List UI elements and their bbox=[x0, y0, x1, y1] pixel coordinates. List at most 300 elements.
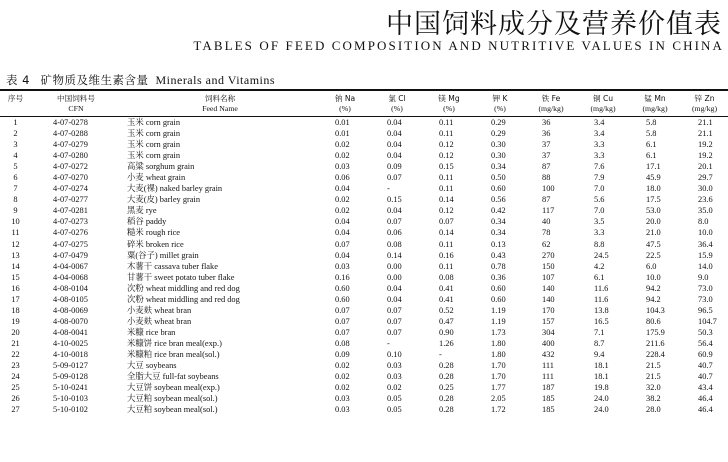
table-row bbox=[0, 227, 728, 238]
cell-na: 0.04 bbox=[335, 217, 350, 227]
cell-na: 0.01 bbox=[335, 129, 350, 139]
cell-cl: 0.04 bbox=[387, 129, 402, 139]
cell-name: 米糠饼 rice bran meal(exp.) bbox=[127, 338, 222, 348]
cell-zn: 19.2 bbox=[698, 151, 713, 161]
column-header-no bbox=[0, 92, 31, 117]
table-row bbox=[0, 128, 728, 139]
cell-mg: 0.28 bbox=[439, 405, 454, 415]
cell-cu: 8.8 bbox=[594, 239, 605, 249]
cell-cfn: 4-04-0067 bbox=[53, 261, 88, 271]
cell-name: 米糠粕 rice bran meal(sol.) bbox=[127, 350, 220, 359]
cell-cfn: 5-09-0127 bbox=[53, 361, 88, 371]
cell-fe: 107 bbox=[542, 272, 555, 282]
table-row bbox=[0, 294, 728, 305]
cell-k: 1.77 bbox=[491, 383, 506, 393]
cell-name: 玉米 corn grain bbox=[127, 140, 181, 150]
cell-fe: 140 bbox=[542, 294, 555, 304]
cell-zn: 9.0 bbox=[698, 272, 709, 282]
cell-cl: 0.00 bbox=[387, 272, 402, 282]
column-header-label: 镁 Mg bbox=[438, 94, 460, 103]
table-row bbox=[0, 239, 728, 250]
table-row bbox=[0, 150, 728, 161]
cell-cfn: 4-10-0018 bbox=[53, 350, 88, 359]
cell-zn: 10.0 bbox=[698, 228, 713, 238]
column-header-label: 氯 Cl bbox=[388, 94, 406, 103]
cell-na: 0.07 bbox=[335, 316, 350, 326]
page-title-english: TABLES OF FEED COMPOSITION AND NUTRITIVE VALUES IN CHINA bbox=[193, 38, 724, 53]
cell-na: 0.60 bbox=[335, 283, 350, 293]
cell-fe: 432 bbox=[542, 350, 555, 359]
cell-k: 1.19 bbox=[491, 305, 506, 315]
cell-no: 23 bbox=[11, 361, 20, 371]
cell-cl: 0.07 bbox=[387, 316, 402, 326]
cell-fe: 37 bbox=[542, 140, 551, 150]
cell-no: 15 bbox=[11, 272, 20, 282]
cell-cfn: 4-04-0068 bbox=[53, 272, 88, 282]
cell-mg: 0.14 bbox=[439, 195, 454, 205]
column-header-mn bbox=[629, 92, 681, 117]
cell-cfn: 4-07-0274 bbox=[53, 184, 88, 194]
cell-name: 次粉 wheat middling and red dog bbox=[127, 294, 240, 304]
cell-zn: 21.1 bbox=[698, 118, 713, 128]
cell-na: 0.07 bbox=[335, 327, 350, 337]
cell-mg: 0.28 bbox=[439, 372, 454, 382]
cell-mg: 0.11 bbox=[439, 184, 454, 194]
cell-k: 0.29 bbox=[491, 129, 506, 139]
cell-na: 0.02 bbox=[335, 361, 350, 371]
cell-name: 玉米 corn grain bbox=[127, 118, 181, 128]
cell-mn: 17.1 bbox=[646, 162, 661, 172]
cell-mg: 1.26 bbox=[439, 338, 454, 348]
cell-name: 次粉 wheat middling and red dog bbox=[127, 283, 240, 293]
cell-no: 22 bbox=[11, 350, 20, 359]
cell-cfn: 4-08-0105 bbox=[53, 294, 88, 304]
cell-cl: - bbox=[387, 184, 390, 194]
cell-name: 大豆 soybeans bbox=[127, 361, 177, 371]
cell-mn: 28.0 bbox=[646, 405, 661, 415]
column-header-unit: (%) bbox=[391, 103, 403, 113]
cell-cu: 7.1 bbox=[594, 327, 605, 337]
cell-name: 粟(谷子) millet grain bbox=[127, 250, 199, 260]
cell-mn: 20.0 bbox=[646, 217, 661, 227]
cell-no: 2 bbox=[13, 129, 18, 139]
cell-no: 9 bbox=[13, 206, 18, 216]
cell-na: 0.06 bbox=[335, 173, 350, 183]
cell-fe: 185 bbox=[542, 405, 555, 415]
cell-mg: 0.07 bbox=[439, 217, 454, 227]
cell-cu: 18.1 bbox=[594, 361, 609, 371]
cell-zn: 36.4 bbox=[698, 239, 713, 249]
cell-no: 13 bbox=[11, 250, 20, 260]
cell-no: 6 bbox=[13, 173, 18, 183]
column-header-unit: (%) bbox=[494, 103, 506, 113]
column-header-fe bbox=[525, 92, 577, 117]
cell-zn: 40.7 bbox=[698, 361, 713, 371]
cell-fe: 111 bbox=[542, 361, 554, 371]
cell-na: 0.04 bbox=[335, 228, 350, 238]
cell-mn: 53.0 bbox=[646, 206, 661, 216]
cell-no: 5 bbox=[13, 162, 18, 172]
column-header-label: 中国饲料号 bbox=[57, 94, 95, 103]
cell-mg: 0.14 bbox=[439, 228, 454, 238]
cell-mg: 0.11 bbox=[439, 129, 454, 139]
cell-no: 26 bbox=[11, 394, 20, 404]
cell-cl: 0.02 bbox=[387, 383, 402, 393]
cell-mn: 17.5 bbox=[646, 195, 661, 205]
cell-cfn: 4-08-0104 bbox=[53, 283, 88, 293]
cell-cu: 3.3 bbox=[594, 151, 605, 161]
column-header-unit: (%) bbox=[339, 103, 351, 113]
cell-cl: 0.06 bbox=[387, 228, 402, 238]
table-row bbox=[0, 404, 728, 415]
cell-mg: 0.90 bbox=[439, 327, 454, 337]
cell-k: 1.19 bbox=[491, 316, 506, 326]
table-row bbox=[0, 183, 728, 194]
cell-cu: 9.4 bbox=[594, 350, 605, 359]
cell-no: 27 bbox=[11, 405, 20, 415]
cell-fe: 111 bbox=[542, 372, 554, 382]
column-header-unit: Feed Name bbox=[202, 103, 238, 113]
cell-k: 0.60 bbox=[491, 184, 506, 194]
table-row bbox=[0, 338, 728, 349]
table-number: 表 4 bbox=[6, 73, 30, 87]
cell-mg: 0.47 bbox=[439, 316, 454, 326]
cell-cu: 3.3 bbox=[594, 228, 605, 238]
cell-mg: 0.25 bbox=[439, 383, 454, 393]
cell-cl: 0.07 bbox=[387, 305, 402, 315]
cell-fe: 270 bbox=[542, 250, 555, 260]
column-header-mg bbox=[423, 92, 475, 117]
cell-cl: 0.04 bbox=[387, 151, 402, 161]
cell-cl: 0.09 bbox=[387, 162, 402, 172]
cell-k: 0.78 bbox=[491, 261, 506, 271]
column-header-unit: (mg/kg) bbox=[691, 103, 718, 113]
table-header-row bbox=[0, 92, 728, 117]
cell-zn: 20.1 bbox=[698, 162, 713, 172]
cell-no: 16 bbox=[11, 283, 20, 293]
cell-cl: 0.08 bbox=[387, 239, 402, 249]
table-row bbox=[0, 205, 728, 216]
cell-no: 24 bbox=[11, 372, 20, 382]
cell-cl: 0.04 bbox=[387, 206, 402, 216]
cell-k: 0.34 bbox=[491, 217, 506, 227]
cell-zn: 40.7 bbox=[698, 372, 713, 382]
cell-cl: 0.10 bbox=[387, 350, 402, 359]
cell-no: 21 bbox=[11, 338, 20, 348]
table-row bbox=[0, 305, 728, 316]
cell-fe: 170 bbox=[542, 305, 555, 315]
cell-mn: 104.3 bbox=[646, 305, 665, 315]
cell-cfn: 4-07-0280 bbox=[53, 151, 88, 161]
cell-cfn: 4-07-0479 bbox=[53, 250, 88, 260]
cell-name: 玉米 corn grain bbox=[127, 151, 181, 161]
cell-no: 11 bbox=[11, 228, 20, 238]
cell-na: 0.02 bbox=[335, 195, 350, 205]
cell-zn: 46.4 bbox=[698, 405, 713, 415]
cell-no: 18 bbox=[11, 305, 20, 315]
cell-mn: 5.8 bbox=[646, 118, 657, 128]
cell-fe: 157 bbox=[542, 316, 555, 326]
page-title-chinese: 中国饲料成分及营养价值表 bbox=[386, 9, 722, 40]
cell-mn: 6.1 bbox=[646, 151, 657, 161]
cell-cfn: 4-07-0279 bbox=[53, 140, 88, 150]
cell-no: 20 bbox=[11, 327, 20, 337]
cell-fe: 78 bbox=[542, 228, 551, 238]
cell-no: 4 bbox=[13, 151, 18, 161]
cell-fe: 140 bbox=[542, 283, 555, 293]
minerals-table bbox=[0, 92, 728, 415]
column-header-label: 钾 K bbox=[492, 94, 508, 103]
column-header-zn bbox=[681, 92, 728, 117]
cell-cu: 19.8 bbox=[594, 383, 609, 393]
cell-zn: 30.0 bbox=[698, 184, 713, 194]
cell-na: 0.02 bbox=[335, 372, 350, 382]
cell-name: 高粱 sorghum grain bbox=[127, 162, 195, 172]
cell-zn: 60.9 bbox=[698, 350, 713, 359]
column-header-unit: (%) bbox=[443, 103, 455, 113]
cell-mn: 10.0 bbox=[646, 272, 661, 282]
cell-fe: 36 bbox=[542, 118, 551, 128]
cell-mn: 21.5 bbox=[646, 361, 661, 371]
cell-fe: 87 bbox=[542, 195, 551, 205]
cell-mn: 47.5 bbox=[646, 239, 661, 249]
cell-mn: 175.9 bbox=[646, 327, 665, 337]
table-row bbox=[0, 327, 728, 338]
table-row bbox=[0, 360, 728, 371]
cell-na: 0.03 bbox=[335, 162, 350, 172]
cell-k: 0.42 bbox=[491, 206, 506, 216]
cell-cu: 13.8 bbox=[594, 305, 609, 315]
cell-name: 大豆粕 soybean meal(sol.) bbox=[127, 394, 218, 404]
cell-cfn: 4-08-0041 bbox=[53, 327, 88, 337]
cell-name: 大麦(皮) barley grain bbox=[127, 195, 201, 205]
cell-na: 0.16 bbox=[335, 272, 350, 282]
cell-k: 0.43 bbox=[491, 250, 506, 260]
cell-cfn: 4-08-0069 bbox=[53, 305, 88, 315]
cell-cu: 7.6 bbox=[594, 162, 605, 172]
table-row bbox=[0, 393, 728, 404]
cell-cu: 24.0 bbox=[594, 405, 609, 415]
cell-k: 1.73 bbox=[491, 327, 506, 337]
table-row bbox=[0, 272, 728, 283]
cell-mn: 211.6 bbox=[646, 338, 665, 348]
cell-name: 小麦 wheat grain bbox=[127, 173, 186, 183]
cell-zn: 23.6 bbox=[698, 195, 713, 205]
cell-cfn: 5-09-0128 bbox=[53, 372, 88, 382]
cell-cl: 0.04 bbox=[387, 140, 402, 150]
column-header-unit: (mg/kg) bbox=[538, 103, 564, 113]
cell-mn: 5.8 bbox=[646, 129, 657, 139]
cell-mg: 0.11 bbox=[439, 261, 454, 271]
cell-cu: 7.9 bbox=[594, 173, 605, 183]
column-header-label: 锰 Mn bbox=[644, 94, 666, 103]
table-row bbox=[0, 371, 728, 382]
cell-name: 米糠 rice bran bbox=[127, 327, 176, 337]
table-caption bbox=[6, 72, 275, 88]
cell-mn: 6.0 bbox=[646, 261, 657, 271]
cell-na: 0.01 bbox=[335, 118, 350, 128]
cell-na: 0.03 bbox=[335, 261, 350, 271]
cell-zn: 35.0 bbox=[698, 206, 713, 216]
cell-cfn: 4-10-0025 bbox=[53, 338, 88, 348]
cell-fe: 400 bbox=[542, 338, 555, 348]
cell-k: 0.34 bbox=[491, 162, 506, 172]
cell-na: 0.08 bbox=[335, 338, 350, 348]
cell-cu: 7.0 bbox=[594, 206, 605, 216]
cell-k: 0.29 bbox=[491, 118, 506, 128]
column-header-label: 锌 Zn bbox=[694, 94, 715, 103]
cell-na: 0.02 bbox=[335, 383, 350, 393]
cell-cl: 0.04 bbox=[387, 118, 402, 128]
cell-fe: 185 bbox=[542, 394, 555, 404]
cell-cfn: 5-10-0241 bbox=[53, 383, 88, 393]
cell-cfn: 5-10-0102 bbox=[53, 405, 88, 415]
cell-cu: 11.6 bbox=[594, 283, 609, 293]
cell-cl: 0.05 bbox=[387, 405, 402, 415]
cell-cu: 3.4 bbox=[594, 129, 605, 139]
cell-mg: - bbox=[439, 350, 442, 359]
cell-na: 0.07 bbox=[335, 239, 350, 249]
cell-na: 0.03 bbox=[335, 394, 350, 404]
table-row bbox=[0, 216, 728, 227]
column-header-unit: (mg/kg) bbox=[642, 103, 668, 113]
top-rule bbox=[0, 89, 728, 91]
cell-mg: 0.11 bbox=[439, 239, 454, 249]
column-header-unit: (mg/kg) bbox=[590, 103, 616, 113]
cell-zn: 104.7 bbox=[698, 316, 717, 326]
cell-no: 7 bbox=[13, 184, 18, 194]
column-header-label: 铜 Cu bbox=[592, 94, 614, 103]
cell-cfn: 4-07-0273 bbox=[53, 217, 88, 227]
cell-fe: 187 bbox=[542, 383, 555, 393]
cell-cu: 4.2 bbox=[594, 261, 605, 271]
cell-fe: 88 bbox=[542, 173, 551, 183]
cell-zn: 96.5 bbox=[698, 305, 713, 315]
cell-zn: 46.4 bbox=[698, 394, 713, 404]
cell-cu: 3.3 bbox=[594, 140, 605, 150]
cell-zn: 29.7 bbox=[698, 173, 713, 183]
cell-cfn: 4-08-0070 bbox=[53, 316, 88, 326]
cell-cfn: 4-07-0278 bbox=[53, 118, 88, 128]
column-header-label: 序号 bbox=[7, 94, 24, 103]
cell-cl: - bbox=[387, 338, 390, 348]
cell-zn: 21.1 bbox=[698, 129, 713, 139]
cell-no: 17 bbox=[11, 294, 20, 304]
cell-k: 0.30 bbox=[491, 140, 506, 150]
column-header-label: 铁 Fe bbox=[541, 94, 561, 103]
cell-fe: 40 bbox=[542, 217, 551, 227]
cell-mn: 32.0 bbox=[646, 383, 661, 393]
cell-cl: 0.07 bbox=[387, 327, 402, 337]
cell-zn: 43.4 bbox=[698, 383, 713, 393]
column-header-k bbox=[475, 92, 525, 117]
table-row bbox=[0, 117, 728, 129]
cell-no: 25 bbox=[11, 383, 20, 393]
cell-zn: 73.0 bbox=[698, 294, 713, 304]
column-header-cl bbox=[371, 92, 423, 117]
cell-k: 0.36 bbox=[491, 272, 506, 282]
cell-na: 0.02 bbox=[335, 151, 350, 161]
cell-mn: 21.0 bbox=[646, 228, 661, 238]
cell-mn: 6.1 bbox=[646, 140, 657, 150]
cell-cfn: 4-07-0276 bbox=[53, 228, 88, 238]
cell-na: 0.03 bbox=[335, 405, 350, 415]
cell-fe: 62 bbox=[542, 239, 551, 249]
cell-mg: 0.11 bbox=[439, 173, 454, 183]
cell-mg: 0.15 bbox=[439, 162, 454, 172]
cell-no: 19 bbox=[11, 316, 20, 326]
cell-na: 0.02 bbox=[335, 206, 350, 216]
table-body bbox=[0, 117, 728, 416]
cell-mn: 21.5 bbox=[646, 372, 661, 382]
cell-cfn: 4-07-0272 bbox=[53, 162, 88, 172]
cell-mn: 94.2 bbox=[646, 283, 661, 293]
cell-k: 0.50 bbox=[491, 173, 506, 183]
cell-zn: 73.0 bbox=[698, 283, 713, 293]
cell-fe: 117 bbox=[542, 206, 555, 216]
cell-cfn: 4-07-0288 bbox=[53, 129, 88, 139]
column-header-na bbox=[319, 92, 371, 117]
cell-mg: 0.28 bbox=[439, 394, 454, 404]
cell-k: 0.13 bbox=[491, 239, 506, 249]
column-header-label: 饲料名称 bbox=[204, 94, 236, 103]
table-row bbox=[0, 250, 728, 261]
cell-mg: 0.11 bbox=[439, 118, 454, 128]
cell-fe: 150 bbox=[542, 261, 555, 271]
cell-fe: 87 bbox=[542, 162, 551, 172]
cell-zn: 19.2 bbox=[698, 140, 713, 150]
table-row bbox=[0, 316, 728, 327]
cell-k: 0.30 bbox=[491, 151, 506, 161]
cell-mg: 0.28 bbox=[439, 361, 454, 371]
cell-na: 0.60 bbox=[335, 294, 350, 304]
column-header-cu bbox=[577, 92, 629, 117]
cell-mn: 94.2 bbox=[646, 294, 661, 304]
cell-mn: 18.0 bbox=[646, 184, 661, 194]
column-header-name bbox=[121, 92, 319, 117]
cell-k: 0.34 bbox=[491, 228, 506, 238]
cell-na: 0.02 bbox=[335, 140, 350, 150]
cell-k: 1.70 bbox=[491, 372, 506, 382]
cell-mn: 38.2 bbox=[646, 394, 661, 404]
cell-cl: 0.03 bbox=[387, 361, 402, 371]
column-header-label: 钠 Na bbox=[334, 94, 356, 103]
cell-cfn: 4-07-0275 bbox=[53, 239, 88, 249]
cell-cl: 0.14 bbox=[387, 250, 402, 260]
cell-mn: 80.6 bbox=[646, 316, 661, 326]
table-title-english: Minerals and Vitamins bbox=[155, 73, 276, 87]
cell-cu: 8.7 bbox=[594, 338, 605, 348]
cell-cl: 0.07 bbox=[387, 173, 402, 183]
cell-k: 0.60 bbox=[491, 283, 506, 293]
table-row bbox=[0, 382, 728, 393]
cell-fe: 37 bbox=[542, 151, 551, 161]
cell-name: 糙米 rough rice bbox=[127, 228, 181, 238]
column-header-unit: CFN bbox=[68, 103, 84, 113]
cell-mn: 228.4 bbox=[646, 350, 665, 359]
cell-cl: 0.15 bbox=[387, 195, 402, 205]
cell-name: 小麦麸 wheat bran bbox=[127, 316, 192, 326]
cell-cu: 3.5 bbox=[594, 217, 605, 227]
column-header-cfn bbox=[31, 92, 121, 117]
cell-cu: 5.6 bbox=[594, 195, 605, 205]
cell-mg: 0.12 bbox=[439, 140, 454, 150]
cell-cfn: 4-07-0270 bbox=[53, 173, 88, 183]
cell-k: 1.70 bbox=[491, 361, 506, 371]
cell-cu: 24.0 bbox=[594, 394, 609, 404]
cell-cu: 16.5 bbox=[594, 316, 609, 326]
cell-mg: 0.08 bbox=[439, 272, 454, 282]
